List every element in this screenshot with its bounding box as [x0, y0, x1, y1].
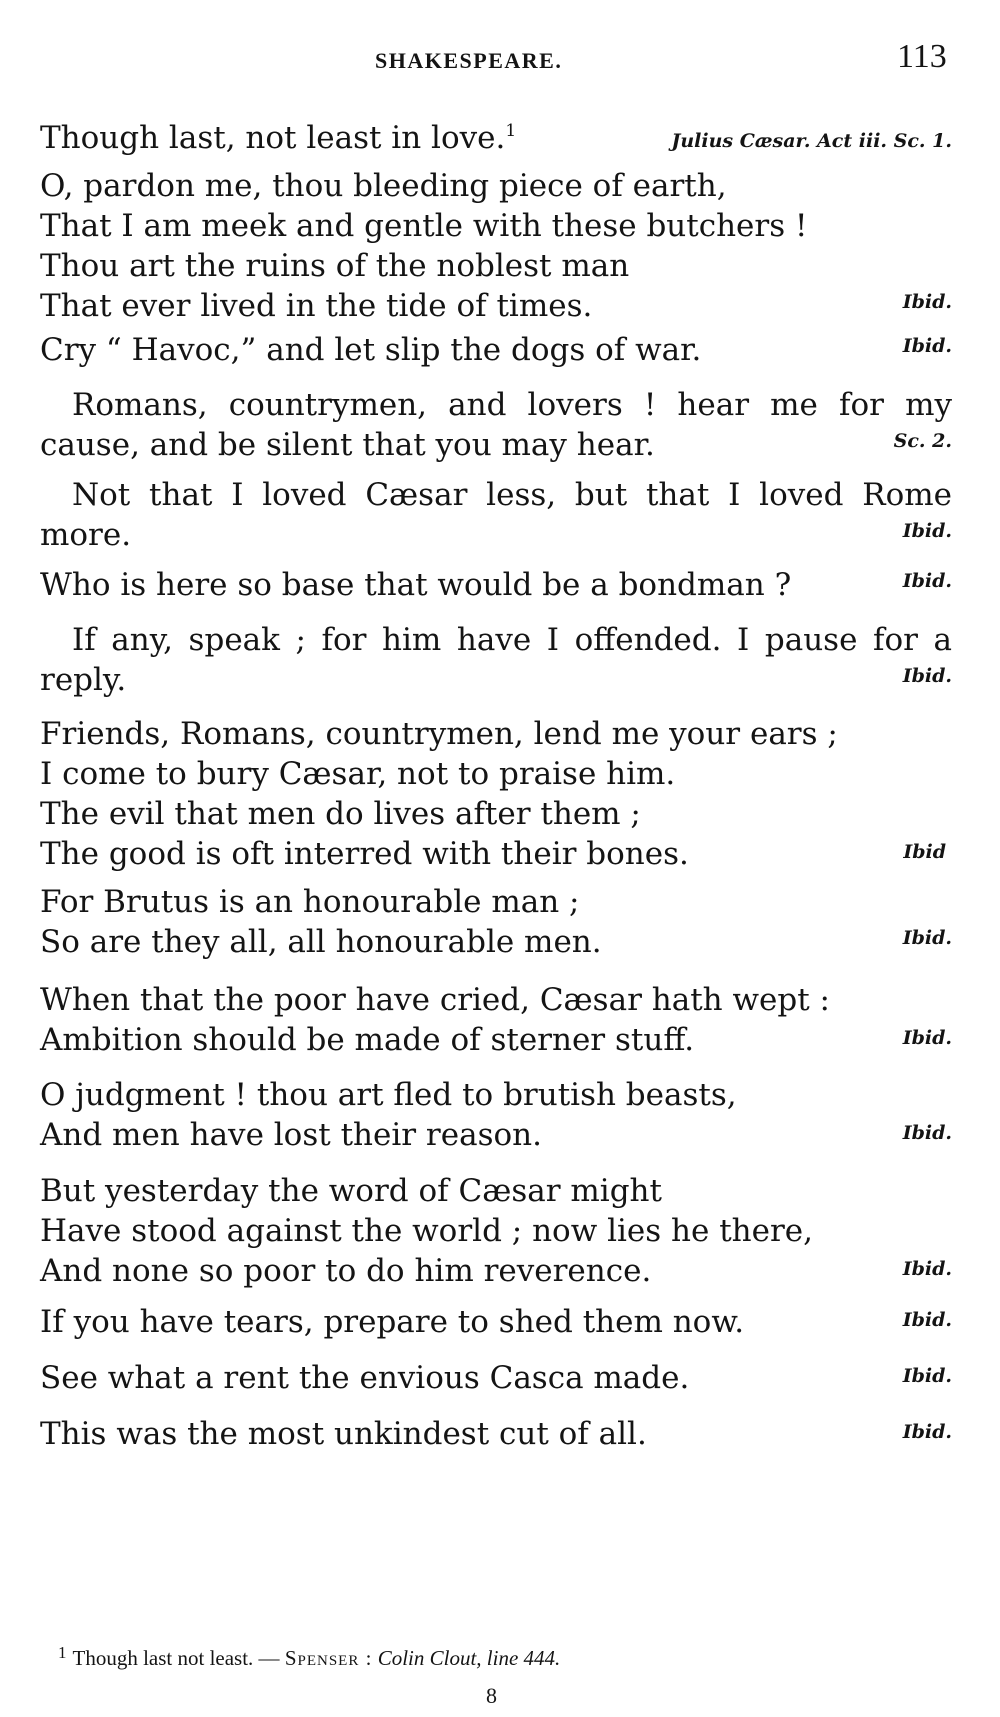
- quote-line: This was the most unkindest cut of all.: [40, 1416, 647, 1452]
- quote-block: [40, 1075, 952, 1155]
- quote-line: If you have tears, prepare to shed them now.: [40, 1304, 745, 1340]
- quote-prose: Not that I loved Cæsar less, but that I loved Rome more.: [40, 477, 952, 553]
- quote-line: When that the poor have cried, Cæsar hath wept :: [40, 982, 830, 1018]
- quote-block: [40, 620, 952, 700]
- quote-block: [40, 330, 952, 370]
- footnote-author: Spenser :: [284, 1646, 373, 1670]
- citation: Ibid.: [902, 1027, 952, 1049]
- quote-line: Who is here so base that would be a bondman ?: [40, 567, 792, 603]
- quote-line: Ambition should be made of sterner stuff.: [40, 1022, 695, 1058]
- citation: Ibid.: [902, 291, 952, 313]
- quote-line: The good is oft interred with their bones.: [40, 836, 689, 872]
- citation: Sc. 2.: [893, 430, 952, 452]
- quote-line: But yesterday the word of Cæsar might: [40, 1173, 662, 1209]
- quote-line: And none so poor to do him reverence.: [40, 1253, 652, 1289]
- footnote-text: Though last not least. —: [72, 1646, 280, 1670]
- footnote-marker: 1: [505, 121, 517, 141]
- quote-line: Have stood against the world ; now lies he there,: [40, 1213, 813, 1249]
- footnote-number: 1: [58, 1643, 67, 1662]
- quote-line: I come to bury Cæsar, not to praise him.: [40, 756, 676, 792]
- quote-line: That I am meek and gentle with these butchers !: [40, 208, 808, 244]
- quote-block: [40, 166, 952, 326]
- citation: Ibid.: [902, 1309, 952, 1331]
- running-head: SHAKESPEARE.: [375, 48, 563, 73]
- citation: Ibid.: [902, 1421, 952, 1443]
- quote-prose: Romans, countrymen, and lovers ! hear me for my cause, and be silent that you may hear.: [40, 387, 952, 463]
- signature-mark: 8: [486, 1683, 497, 1708]
- quote-block: [40, 475, 952, 555]
- quote-line: That ever lived in the tide of times.: [40, 288, 593, 324]
- citation: Ibid.: [902, 665, 952, 687]
- quote-block: [40, 1414, 952, 1454]
- quote-line: Cry “ Havoc,” and let slip the dogs of war.: [40, 332, 702, 368]
- quote-line: See what a rent the envious Casca made.: [40, 1360, 690, 1396]
- citation: Ibid: [903, 841, 946, 863]
- quote-line: O, pardon me, thou bleeding piece of earth,: [40, 168, 727, 204]
- page-number: 113: [897, 38, 947, 75]
- quote-prose: If any, speak ; for him have I offended. I pause for a reply.: [40, 622, 952, 698]
- quote-line: O judgment ! thou art fled to brutish beasts,: [40, 1077, 737, 1113]
- citation: Ibid.: [902, 1122, 952, 1144]
- citation: Ibid.: [902, 1365, 952, 1387]
- quote-line: The evil that men do lives after them ;: [40, 796, 641, 832]
- footnote-source: Colin Clout, line 444.: [377, 1646, 561, 1670]
- quote-text: Though last, not least in love.: [40, 120, 506, 156]
- quote-block: [40, 882, 952, 962]
- quote-block: [40, 111, 952, 158]
- citation: Ibid.: [902, 927, 952, 949]
- quote-line: Friends, Romans, countrymen, lend me your ears ;: [40, 716, 838, 752]
- citation: Ibid.: [902, 335, 952, 357]
- citation: Julius Cæsar. Act iii. Sc. 1.: [671, 130, 952, 152]
- footnote: [58, 1643, 560, 1671]
- quote-block: [40, 565, 952, 605]
- quote-line: Thou art the ruins of the noblest man: [40, 248, 630, 284]
- citation: Ibid.: [902, 570, 952, 592]
- quote-line: So are they all, all honourable men.: [40, 924, 602, 960]
- quote-block: [40, 714, 952, 874]
- citation: Ibid.: [902, 520, 952, 542]
- quote-block: [40, 1358, 952, 1398]
- quote-block: [40, 980, 952, 1060]
- quote-block: [40, 1302, 952, 1342]
- quote-block: [40, 385, 952, 465]
- quote-block: [40, 1171, 952, 1291]
- quote-line: For Brutus is an honourable man ;: [40, 884, 580, 920]
- citation: Ibid.: [902, 1258, 952, 1280]
- quote-line: And men have lost their reason.: [40, 1117, 542, 1153]
